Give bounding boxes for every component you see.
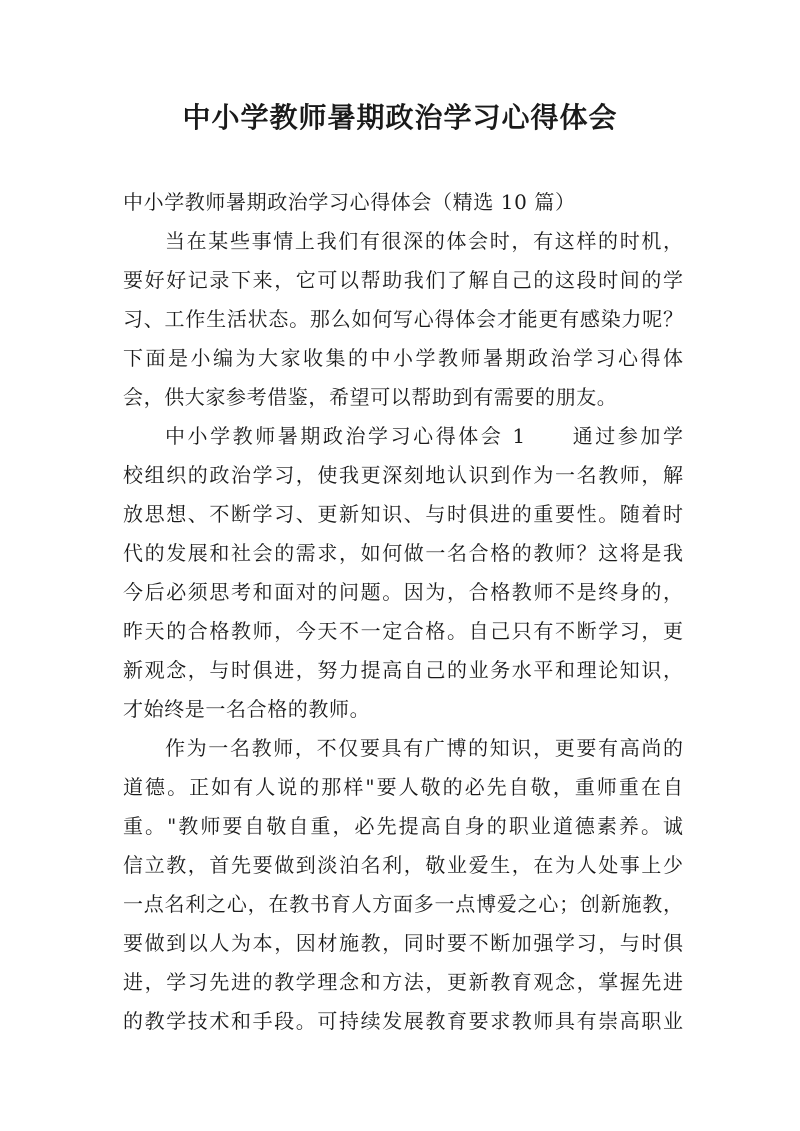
paragraph-line: 今后必须思考和面对的问题。因为，合格教师不是终身的， bbox=[123, 580, 683, 604]
paragraph-line: 信立教，首先要做到淡泊名利，敬业爱生，在为人处事上少 bbox=[123, 853, 683, 877]
document-body bbox=[123, 183, 683, 1041]
paragraph-line: 下面是小编为大家收集的中小学教师暑期政治学习心得体 bbox=[123, 346, 683, 370]
paragraph-line: 校组织的政治学习，使我更深刻地认识到作为一名教师，解 bbox=[123, 463, 683, 487]
subtitle-line: 中小学教师暑期政治学习心得体会（精选 10 篇） bbox=[123, 190, 576, 214]
paragraph-line: 中小学教师暑期政治学习心得体会 1 通过参加学 bbox=[165, 424, 683, 448]
paragraph-line: 的教学技术和手段。可持续发展教育要求教师具有崇高职业 bbox=[123, 1009, 683, 1033]
paragraph-line: 进，学习先进的教学理念和方法，更新教育观念，掌握先进 bbox=[123, 970, 683, 994]
document-title: 中小学教师暑期政治学习心得体会 bbox=[182, 101, 618, 134]
paragraph-line: 重。"教师要自敬自重，必先提高自身的职业道德素养。诚 bbox=[123, 814, 683, 838]
paragraph-line: 要好好记录下来，它可以帮助我们了解自己的这段时间的学 bbox=[123, 268, 683, 292]
paragraph-line: 习、工作生活状态。那么如何写心得体会才能更有感染力呢？ bbox=[123, 307, 683, 331]
paragraph-line: 新观念，与时俱进，努力提高自己的业务水平和理论知识， bbox=[123, 658, 683, 682]
paragraph-line: 才始终是一名合格的教师。 bbox=[123, 697, 371, 721]
paragraph-line: 放思想、不断学习、更新知识、与时俱进的重要性。随着时 bbox=[123, 502, 683, 526]
paragraph-line: 道德。正如有人说的那样"要人敬的必先自敬，重师重在自 bbox=[123, 775, 683, 799]
paragraph-line: 昨天的合格教师，今天不一定合格。自己只有不断学习，更 bbox=[123, 619, 683, 643]
paragraph-line: 当在某些事情上我们有很深的体会时，有这样的时机， bbox=[165, 229, 683, 253]
paragraph-line: 代的发展和社会的需求，如何做一名合格的教师？这将是我 bbox=[123, 541, 683, 565]
paragraph-line: 作为一名教师，不仅要具有广博的知识，更要有高尚的 bbox=[165, 736, 683, 760]
paragraph-line: 会，供大家参考借鉴，希望可以帮助到有需要的朋友。 bbox=[123, 385, 618, 409]
paragraph-line: 一点名利之心，在教书育人方面多一点博爱之心；创新施教， bbox=[123, 892, 683, 916]
paragraph-line: 要做到以人为本，因材施教，同时要不断加强学习，与时俱 bbox=[123, 931, 683, 955]
